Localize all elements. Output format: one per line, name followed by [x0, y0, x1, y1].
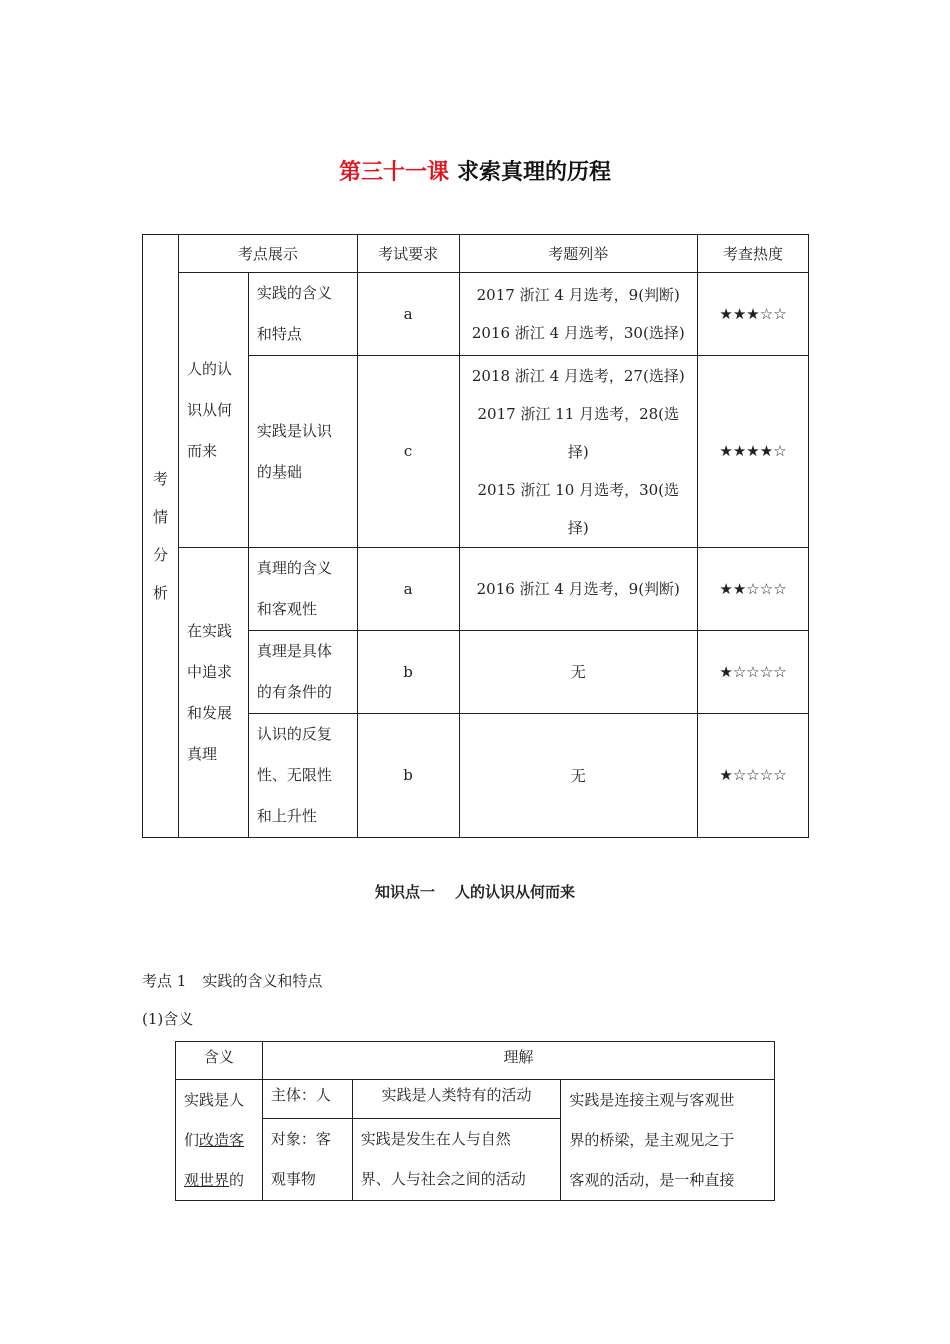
requirement-cell: a [357, 548, 459, 631]
exam-point-heading: 考点 1 实践的含义和特点 [142, 972, 323, 990]
requirement-cell: c [357, 356, 459, 548]
group-label: 人的认 识从何 而来 [178, 273, 248, 548]
meaning-cell: 实践是人 们改造客 观世界的 [176, 1080, 263, 1201]
object-cell: 对象：客 观事物 [262, 1118, 352, 1200]
topic-cell: 真理的含义 和客观性 [248, 548, 357, 631]
exams-cell: 无 [459, 714, 698, 838]
object-desc-cell: 实践是发生在人与自然 界、人与社会之间的活动 [352, 1118, 561, 1200]
exams-cell: 2018 浙江 4 月选考，27(选择) 2017 浙江 11 月选考，28(选 择) 2015 浙江 10 月选考，30(选 择) [459, 356, 698, 548]
topic-cell: 认识的反复 性、无限性 和上升性 [248, 714, 357, 838]
exams-cell: 2016 浙江 4 月选考，9(判断) [459, 548, 698, 631]
heat-rating: ★☆☆☆☆ [698, 631, 809, 714]
requirement-cell: a [357, 273, 459, 356]
lesson-name: 求索真理的历程 [457, 160, 612, 185]
lesson-number: 第三十一课 [338, 160, 449, 185]
header-meaning: 含义 [176, 1042, 263, 1080]
knowledge-point-heading: 知识点一 人的认识从何而来 [374, 883, 576, 901]
bridge-cell: 实践是连接主观与客观世 界的桥梁，是主观见之于 客观的活动，是一种直接 [561, 1080, 775, 1201]
heat-rating: ★★☆☆☆ [698, 548, 809, 631]
requirement-cell: b [357, 631, 459, 714]
requirement-cell: b [357, 714, 459, 838]
heat-rating: ★☆☆☆☆ [698, 714, 809, 838]
group-label: 在实践 中追求 和发展 真理 [178, 548, 248, 838]
topic-cell: 实践是认识 的基础 [248, 356, 357, 548]
section-label: (1)含义 [142, 1010, 194, 1028]
exams-cell: 2017 浙江 4 月选考，9(判断) 2016 浙江 4 月选考，30(选择) [459, 273, 698, 356]
page-title [0, 155, 950, 186]
header-topic: 考点展示 [178, 235, 357, 273]
table-header-row [176, 1042, 775, 1080]
header-requirement: 考试要求 [357, 235, 459, 273]
subject-cell: 主体：人 [262, 1080, 352, 1119]
meaning-table [175, 1041, 775, 1201]
table-row [143, 273, 809, 356]
table-row [176, 1080, 775, 1119]
exam-analysis-table [142, 234, 809, 838]
side-label: 考 情 分 析 [143, 235, 179, 838]
topic-cell: 真理是具体 的有条件的 [248, 631, 357, 714]
header-understanding: 理解 [262, 1042, 774, 1080]
heat-rating: ★★★☆☆ [698, 273, 809, 356]
table-row [143, 548, 809, 631]
exams-cell: 无 [459, 631, 698, 714]
subject-desc-cell: 实践是人类特有的活动 [352, 1080, 561, 1119]
header-exams: 考题列举 [459, 235, 698, 273]
topic-cell: 实践的含义 和特点 [248, 273, 357, 356]
header-heat: 考查热度 [698, 235, 809, 273]
heat-rating: ★★★★☆ [698, 356, 809, 548]
table-header-row [143, 235, 809, 273]
